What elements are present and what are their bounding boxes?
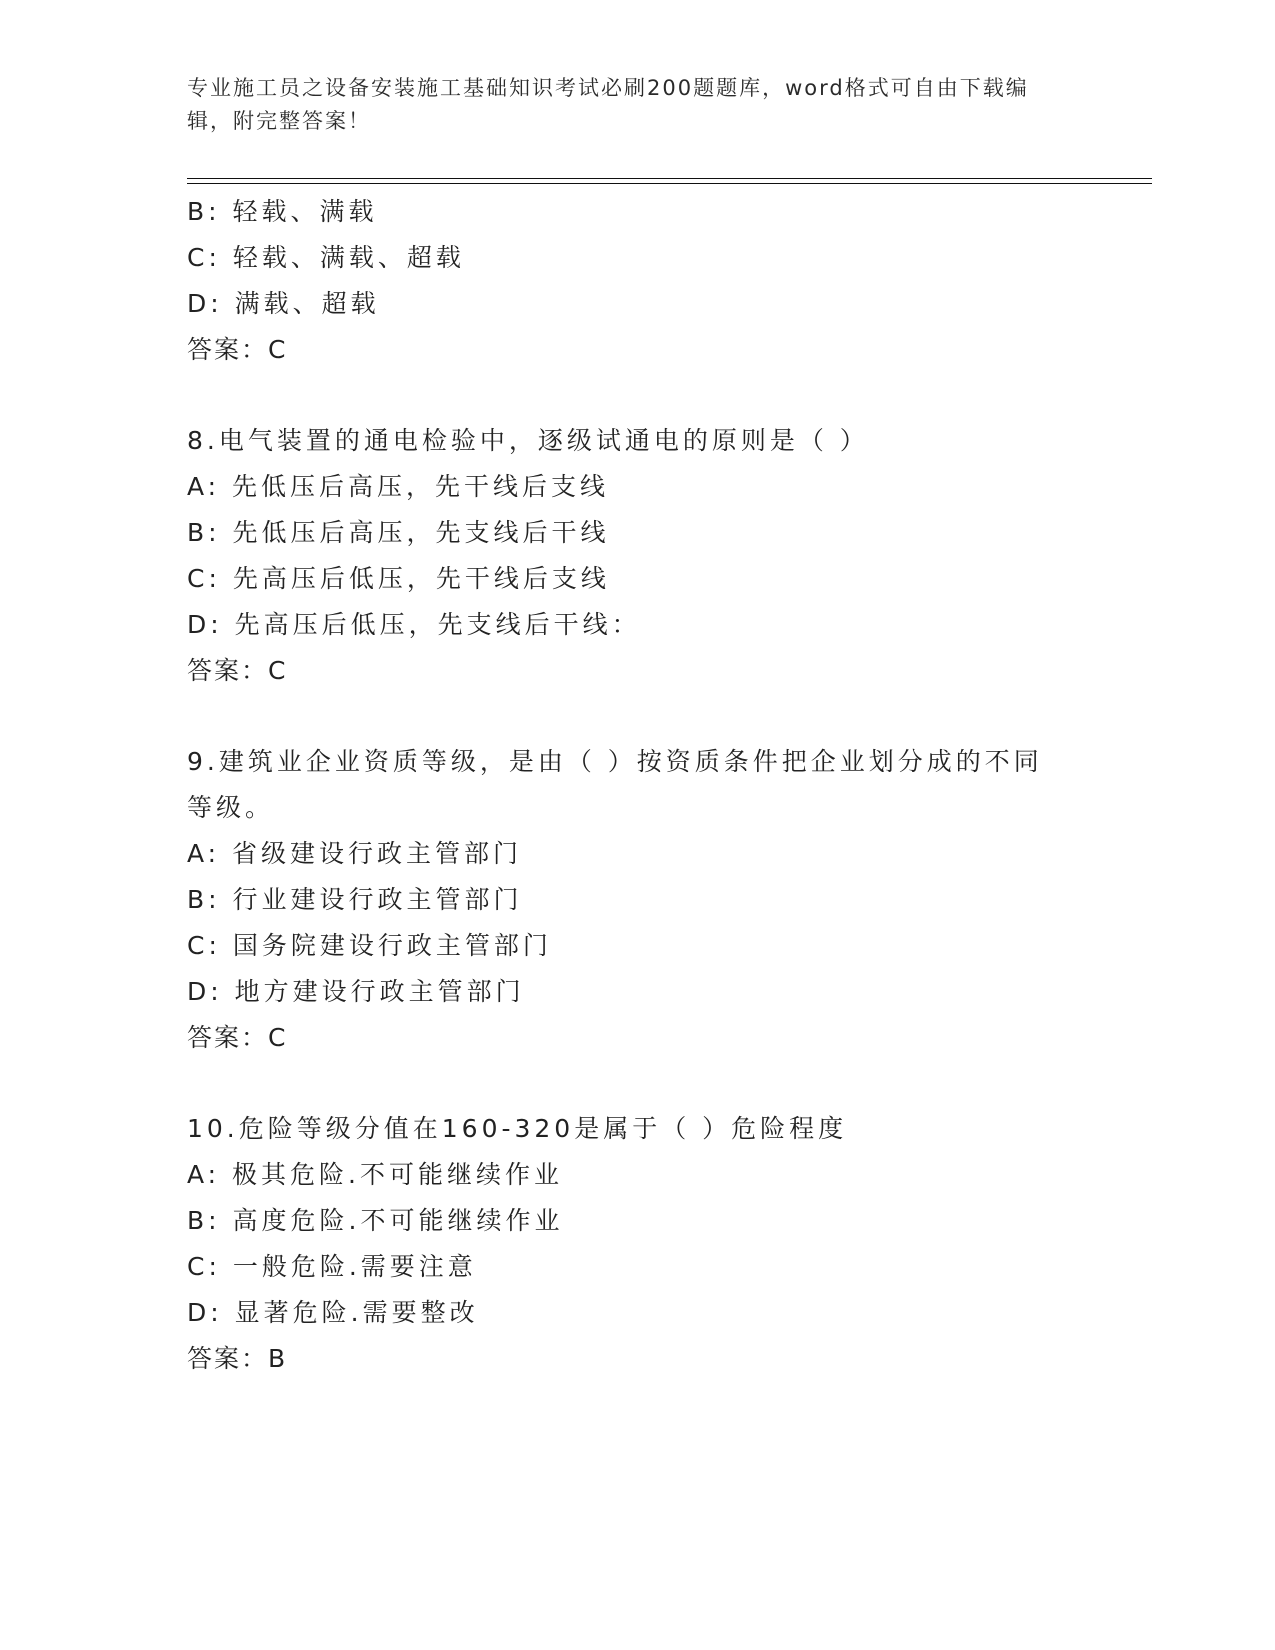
- document-header: [187, 72, 1067, 138]
- option-b: B: 高度危险.不可能继续作业: [187, 1206, 564, 1235]
- question-list: [187, 189, 1087, 1382]
- option-c: C: 轻载、满载、超载: [187, 243, 465, 272]
- spacer: [187, 694, 1087, 739]
- answer-line: 答案：C: [187, 1023, 288, 1052]
- option-b: B: 行业建设行政主管部门: [187, 885, 523, 914]
- answer-line: 答案：C: [187, 335, 288, 364]
- spacer: [187, 373, 1087, 418]
- question-stem: 8.电气装置的通电检验中，逐级试通电的原则是（ ）: [187, 426, 869, 455]
- option-d: D: 满载、超载: [187, 289, 380, 318]
- option-a: A: 省级建设行政主管部门: [187, 839, 523, 868]
- answer-line: 答案：B: [187, 1344, 288, 1373]
- option-c: C: 一般危险.需要注意: [187, 1252, 477, 1281]
- spacer: [187, 1061, 1087, 1106]
- option-b: B: 先低压后高压，先支线后干线: [187, 518, 610, 547]
- question-stem: 10.危险等级分值在160-320是属于（ ）危险程度: [187, 1114, 848, 1143]
- question-7-partial: [187, 189, 1087, 373]
- option-c: C: 国务院建设行政主管部门: [187, 931, 552, 960]
- option-d: D: 显著危险.需要整改: [187, 1298, 479, 1327]
- option-a: A: 先低压后高压，先干线后支线: [187, 472, 610, 501]
- option-a: A: 极其危险.不可能继续作业: [187, 1160, 563, 1189]
- option-d: D: 先高压后低压，先支线后干线：: [187, 610, 641, 639]
- question-8: [187, 418, 1087, 694]
- question-10: [187, 1106, 1087, 1382]
- answer-line: 答案：C: [187, 656, 288, 685]
- option-c: C: 先高压后低压，先干线后支线: [187, 564, 610, 593]
- header-divider-top: [187, 178, 1152, 179]
- option-d: D: 地方建设行政主管部门: [187, 977, 525, 1006]
- document-title: 专业施工员之设备安装施工基础知识考试必刷200题题库，word格式可自由下载编辑，附完整答案！: [187, 76, 1029, 133]
- header-divider-bottom: [187, 183, 1152, 184]
- question-stem: 9.建筑业企业资质等级，是由（ ）按资质条件把企业划分成的不同等级。: [187, 747, 1043, 822]
- option-b: B: 轻载、满载: [187, 197, 378, 226]
- question-9: [187, 739, 1087, 1061]
